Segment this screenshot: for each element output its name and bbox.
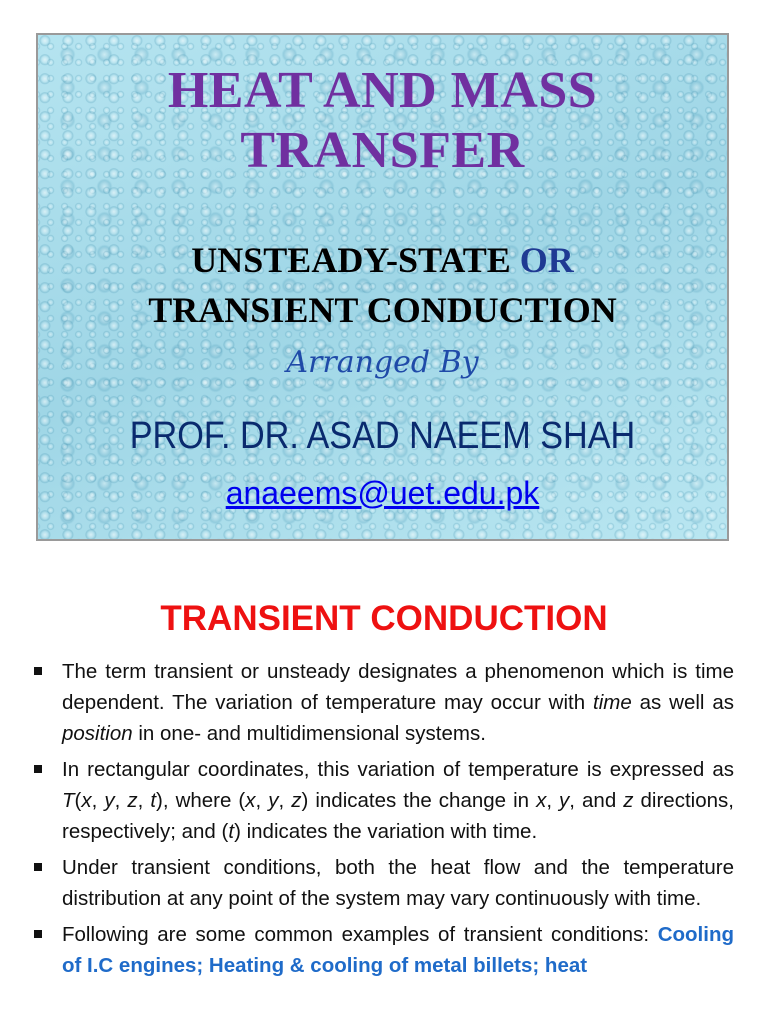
course-title-line2: TRANSFER: [240, 122, 525, 179]
author-name: PROF. DR. ASAD NAEEM SHAH: [129, 415, 636, 457]
course-title-line1: HEAT AND MASS: [167, 62, 598, 119]
bullet-item: Under transient conditions, both the heat flow and the temperature distribution at any point of the system may vary continuously with time.: [0, 852, 768, 914]
section-heading: TRANSIENT CONDUCTION: [160, 599, 608, 638]
subtitle-unsteady: UNSTEADY-STATE: [191, 240, 520, 280]
title-slide: [36, 33, 729, 541]
topic-subtitle-line1: [38, 235, 727, 285]
course-title: [38, 61, 727, 181]
bullet-square-icon: [34, 667, 42, 675]
bullet-item: The term transient or unsteady designates a phenomenon which is time dependent. The variation of temperature may occur with time as well as position in one- and multidimensional systems.: [0, 656, 768, 749]
topic-subtitle: [38, 235, 727, 335]
bullet-square-icon: [34, 930, 42, 938]
bullet-item: In rectangular coordinates, this variation of temperature is expressed as T(x, y, z, t), where (x, y, z) indicates the change in x, y, and z directions, respectively; and (t) indicates the variation with time.: [0, 754, 768, 847]
author-email-link[interactable]: anaeems@uet.edu.pk: [225, 475, 540, 511]
subtitle-or: OR: [519, 240, 574, 280]
arranged-by-label: Arranged By: [286, 345, 479, 380]
examples-highlight: Cooling of I.C engines; Heating & cooling of metal billets; heat: [62, 923, 734, 977]
bullet-square-icon: [34, 765, 42, 773]
bullet-square-icon: [34, 863, 42, 871]
bullet-item: Following are some common examples of transient conditions: Cooling of I.C engines; Heating & cooling of metal billets; heat: [0, 919, 768, 981]
topic-subtitle-line2: TRANSIENT CONDUCTION: [148, 290, 617, 330]
bullet-list: [0, 656, 768, 986]
